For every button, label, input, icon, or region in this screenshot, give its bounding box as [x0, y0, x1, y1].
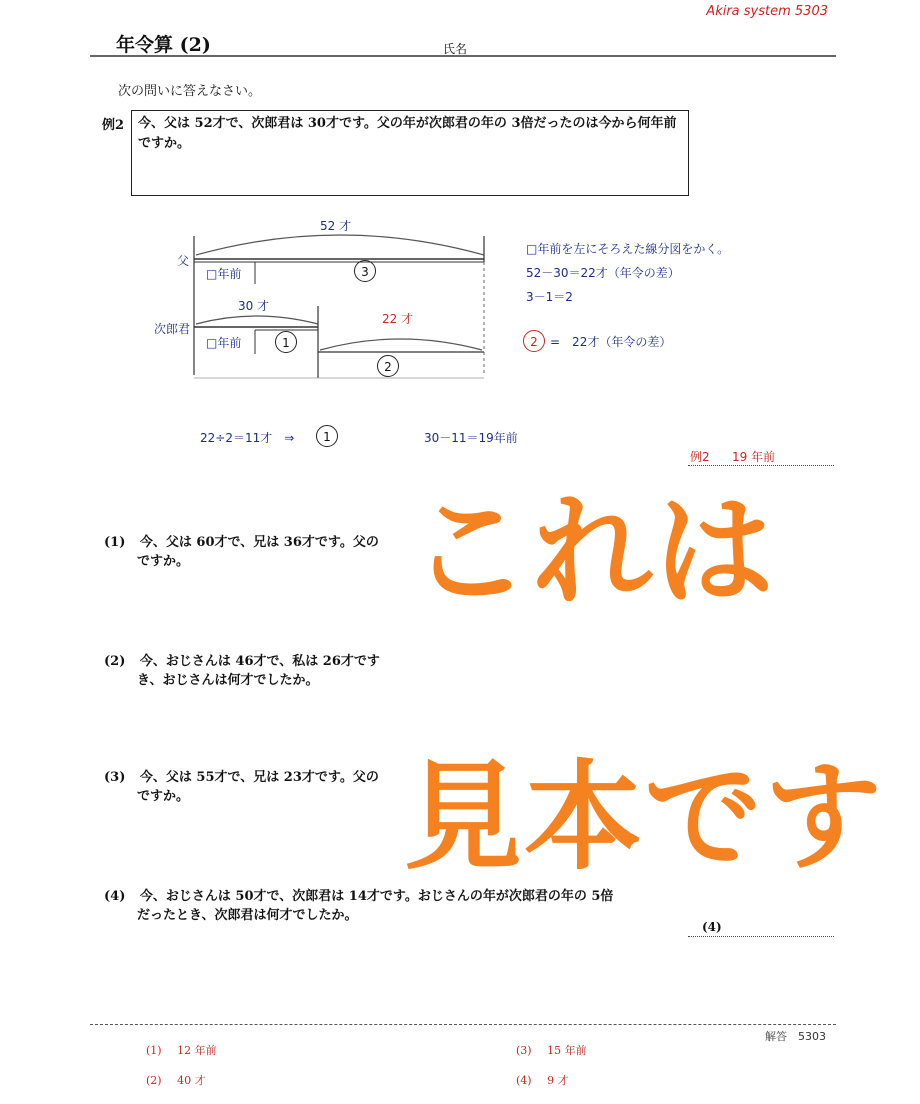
difference-label: 22 才	[382, 312, 414, 326]
example-label: 例2	[102, 118, 125, 133]
answer-key-item	[146, 1072, 206, 1088]
jiro-total-label: 30 才	[238, 299, 270, 313]
cut-line	[90, 1024, 836, 1025]
question-text-cont: ですか。	[137, 554, 190, 569]
note-circle-2: 2	[523, 330, 545, 352]
instruction: 次の問いに答えなさい。	[118, 84, 262, 99]
question-number: (1)	[104, 535, 126, 550]
answer-key-item	[146, 1042, 217, 1058]
answer-key-value: 12 年前	[177, 1044, 217, 1057]
question-text: 今、父は 60才で、兄は 36才です。父の	[139, 535, 379, 550]
question-text-cont: ですか。	[137, 789, 190, 804]
answer-key-value: 40 才	[177, 1074, 206, 1087]
question-4	[104, 887, 613, 925]
calc-step-1: 22÷2＝11才 ⇒	[200, 431, 295, 445]
example-answer-value: 19 年前	[732, 450, 776, 464]
example-text: 今、父は 52才で、次郎君は 30才です。父の年が次郎君の年の 3倍だったのは今から何年前ですか。	[138, 116, 677, 151]
name-field-label: 氏名	[443, 42, 468, 56]
question-text-cont: き、おじさんは何才でしたか。	[137, 673, 319, 688]
sample-watermark-line-2: 見本です	[404, 748, 885, 886]
brand-label: Akira system 5303	[706, 4, 828, 19]
example-answer-label: 例2	[690, 450, 710, 464]
sample-watermark-line-1: これは	[410, 483, 776, 622]
answer-key-num: (4)	[516, 1074, 532, 1087]
question-text: 今、おじさんは 46才で、私は 26才です	[139, 654, 380, 669]
answer-key-num: (3)	[516, 1044, 532, 1057]
diagram-note-1: □年前を左にそろえた線分図をかく。	[526, 242, 730, 256]
example-answer-line	[688, 447, 834, 466]
diagram-note-4: = 22才（年令の差）	[550, 335, 672, 349]
answer-key-num: (1)	[146, 1044, 162, 1057]
circle-2-marker: 2	[377, 355, 399, 377]
circle-1-marker: 1	[275, 331, 297, 353]
question-1	[104, 533, 379, 571]
question-number: (2)	[104, 654, 126, 669]
diagram-note-2: 52－30＝22才（年令の差）	[526, 266, 680, 280]
page-title: 年令算 (2)	[116, 34, 211, 56]
question-number: (3)	[104, 770, 126, 785]
circle-3-marker: 3	[354, 260, 376, 282]
question-text: 今、おじさんは 50才で、次郎君は 14才です。おじさんの年が次郎君の年の 5倍	[139, 889, 614, 904]
answer-key-item	[516, 1042, 587, 1058]
question-3	[104, 768, 379, 806]
jiro-label: 次郎君	[154, 322, 191, 336]
answer-key-label: 解答 5303	[765, 1030, 826, 1043]
calc-circle-1: 1	[316, 425, 338, 447]
father-years-ago: □年前	[206, 267, 242, 281]
answer-key-num: (2)	[146, 1074, 162, 1087]
diagram-note-3: 3－1＝2	[526, 290, 573, 304]
line-diagram	[0, 0, 920, 400]
question-2	[104, 652, 380, 690]
question-text-cont: だったとき、次郎君は何才でしたか。	[137, 908, 358, 923]
jiro-years-ago: □年前	[206, 336, 242, 350]
answer-line-4[interactable]	[688, 920, 834, 937]
father-label: 父	[177, 254, 190, 268]
question-text: 今、父は 55才で、兄は 23才です。父の	[139, 770, 379, 785]
answer-key-item	[516, 1072, 569, 1088]
answer-key-value: 9 才	[547, 1074, 569, 1087]
question-number: (4)	[104, 889, 126, 904]
calc-step-2: 30－11＝19年前	[424, 431, 518, 445]
answer-key-value: 15 年前	[547, 1044, 587, 1057]
father-total-label: 52 才	[320, 219, 352, 233]
answer-line-label: (4)	[702, 920, 722, 934]
